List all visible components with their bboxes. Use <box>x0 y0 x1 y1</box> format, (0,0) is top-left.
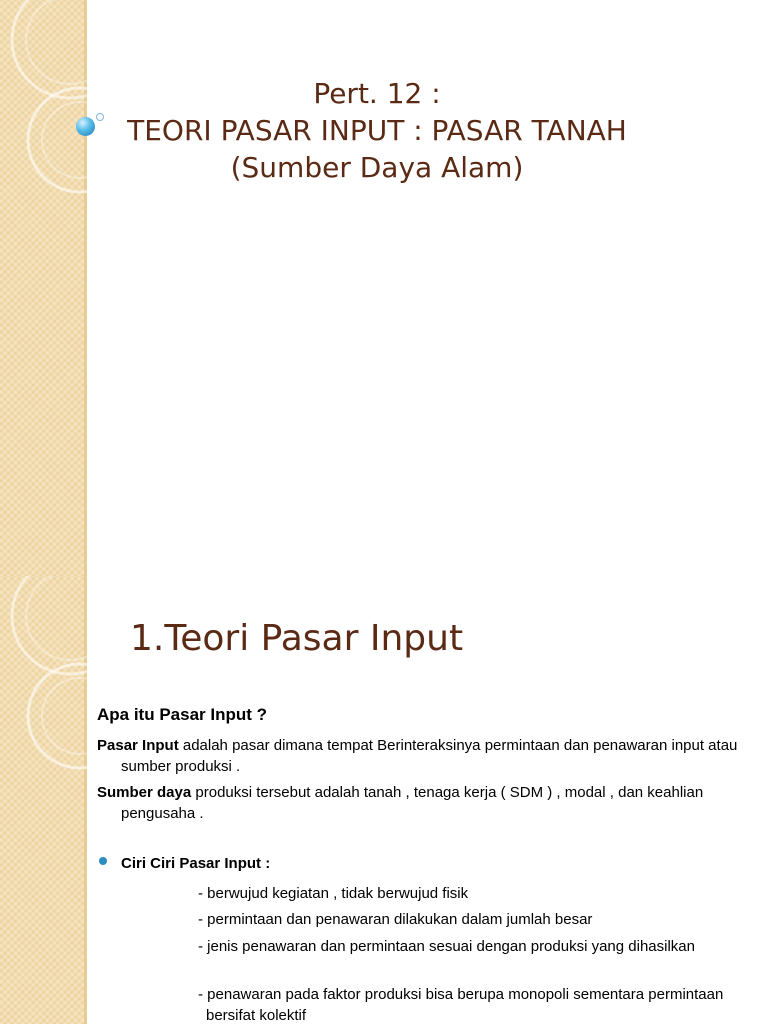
term-pasar-input: Pasar Input <box>97 737 179 754</box>
list-item: - permintaan dan penawaran dilakukan dalam jumlah besar <box>198 911 593 928</box>
bullet-icon <box>99 857 107 865</box>
decorative-rings <box>0 576 110 1024</box>
definition-text: adalah pasar dimana tempat Berinteraksinya permintaan dan penawaran input atau sumber produksi . <box>121 737 738 775</box>
term-sumber-daya: Sumber daya <box>97 784 192 801</box>
definition-text: produksi tersebut adalah tanah , tenaga kerja ( SDM ) , modal , dan keahlian pengusaha . <box>121 784 704 822</box>
title-line-3: (Sumber Daya Alam) <box>230 151 524 184</box>
list-item: - berwujud kegiatan , tidak berwujud fisik <box>198 885 469 902</box>
question-heading: Apa itu Pasar Input ? <box>97 705 268 724</box>
title-line-2: TEORI PASAR INPUT : PASAR TANAH <box>127 114 627 147</box>
definition-pasar-input <box>97 735 761 777</box>
title-line-1: Pert. 12 : <box>313 77 441 110</box>
section-heading: 1.Teori Pasar Input <box>130 618 464 659</box>
definition-sumber-daya <box>97 782 761 824</box>
list-item: - penawaran pada faktor produksi bisa berupa monopoli sementara permintaan bersifat kolektif <box>198 986 724 1024</box>
list-item: - jenis penawaran dan permintaan sesuai dengan produksi yang dihasilkan <box>198 938 695 955</box>
bullet-heading: Ciri Ciri Pasar Input : <box>121 855 271 872</box>
